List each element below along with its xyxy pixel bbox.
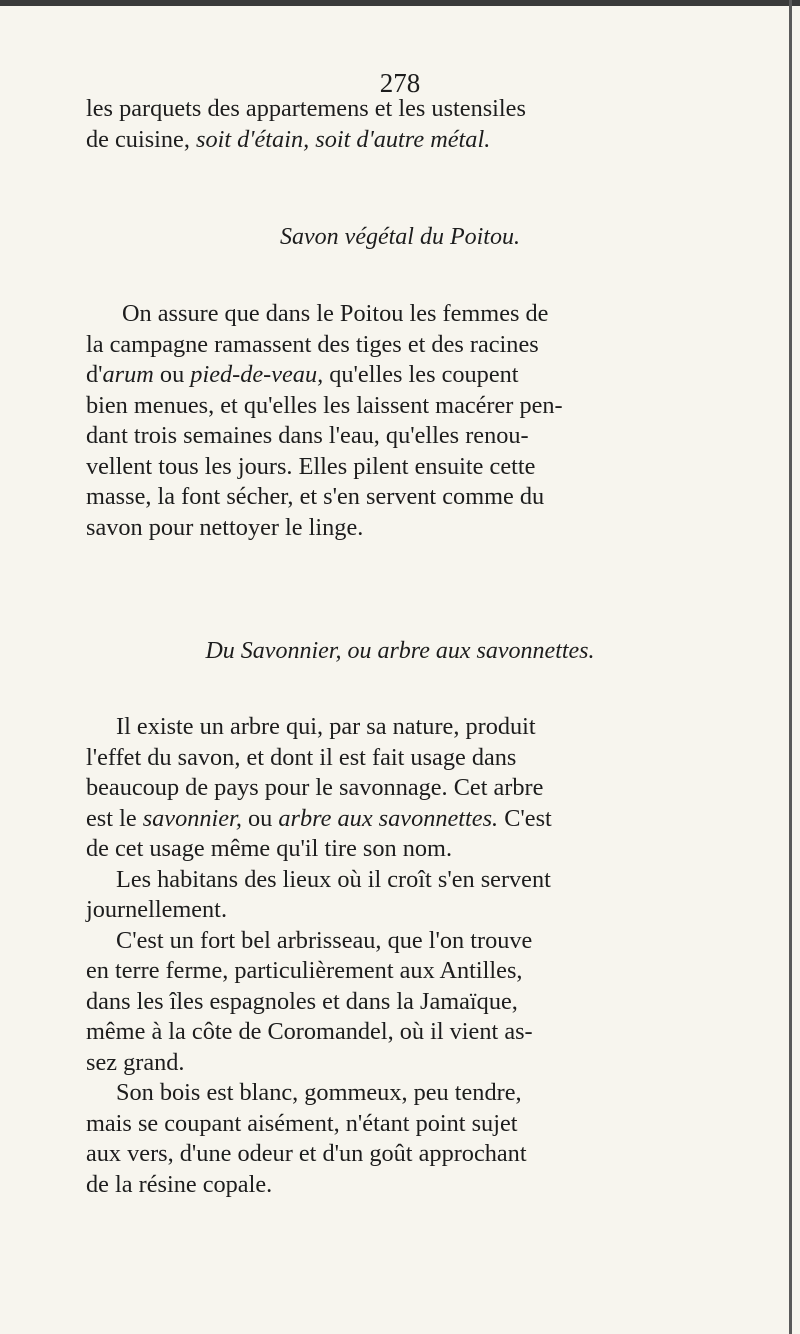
text-line — [86, 125, 736, 156]
text-line: de cet usage même qu'il tire son nom. — [86, 835, 453, 862]
text-line: de la résine copale. — [86, 1170, 273, 1198]
text-line: dant trois semaines dans l'eau, qu'elles renou- — [86, 422, 529, 449]
text-line: Les habitans des lieux où il croît s'en servent — [116, 865, 551, 893]
paragraph-savon — [86, 299, 736, 543]
section-heading-savonnier: Du Savonnier, ou arbre aux savonnettes. — [205, 638, 595, 664]
text-line: sez grand. — [86, 1048, 185, 1076]
text-line: mais se coupant aisément, n'étant point sujet — [86, 1109, 518, 1137]
text-line — [86, 804, 736, 835]
page-number: 278 — [379, 68, 421, 98]
text-line: Il existe un arbre qui, par sa nature, produit — [116, 713, 536, 740]
italic-text: soit d'étain, soit d'autre métal. — [195, 125, 491, 153]
text-line: l'effet du savon, et dont il est fait usage dans — [86, 743, 517, 771]
section-heading-savon: Savon végétal du Poitou. — [280, 224, 520, 250]
text-line: journellement. — [86, 896, 228, 923]
text-run: qu'elles les coupent — [323, 361, 519, 388]
continuation-paragraph — [86, 94, 736, 155]
text-line: dans les îles espagnoles et dans la Jamaïque, — [86, 987, 518, 1015]
text-run: est le — [86, 804, 143, 832]
text-run: de cuisine, — [86, 125, 196, 153]
text-line: aux vers, d'une odeur et d'un goût approchant — [86, 1140, 527, 1167]
italic-text: arum — [102, 361, 154, 388]
paragraph-savonnier — [86, 712, 736, 1200]
text-line: beaucoup de pays pour le savonnage. Cet arbre — [86, 774, 544, 801]
text-line: bien menues, et qu'elles les laissent macérer pen- — [86, 391, 563, 419]
text-run: d' — [86, 361, 103, 388]
text-line — [86, 360, 736, 391]
text-run: ou — [241, 804, 279, 832]
text-line: masse, la font sécher, et s'en servent comme du — [86, 483, 545, 510]
text-line: la campagne ramassent des tiges et des racines — [86, 330, 539, 358]
italic-text: savonnier, — [142, 804, 242, 832]
text-line: même à la côte de Coromandel, où il vient as- — [86, 1018, 533, 1045]
text-line: vellent tous les jours. Elles pilent ensuite cette — [86, 452, 536, 480]
italic-text: pied-de-veau, — [190, 361, 324, 388]
text-line: les parquets des appartemens et les ustensiles — [86, 95, 526, 122]
text-run: C'est — [498, 804, 552, 832]
text-line: C'est un fort bel arbrisseau, que l'on trouve — [116, 926, 533, 954]
text-run: ou — [153, 361, 191, 388]
text-line: On assure que dans le Poitou les femmes de — [122, 300, 549, 327]
text-line: savon pour nettoyer le linge. — [86, 513, 364, 541]
text-line: en terre ferme, particulièrement aux Antilles, — [86, 957, 523, 984]
italic-text: arbre aux savonnettes. — [278, 804, 499, 832]
right-border — [789, 0, 792, 1334]
text-line: Son bois est blanc, gommeux, peu tendre, — [116, 1079, 522, 1106]
top-border — [0, 0, 800, 6]
